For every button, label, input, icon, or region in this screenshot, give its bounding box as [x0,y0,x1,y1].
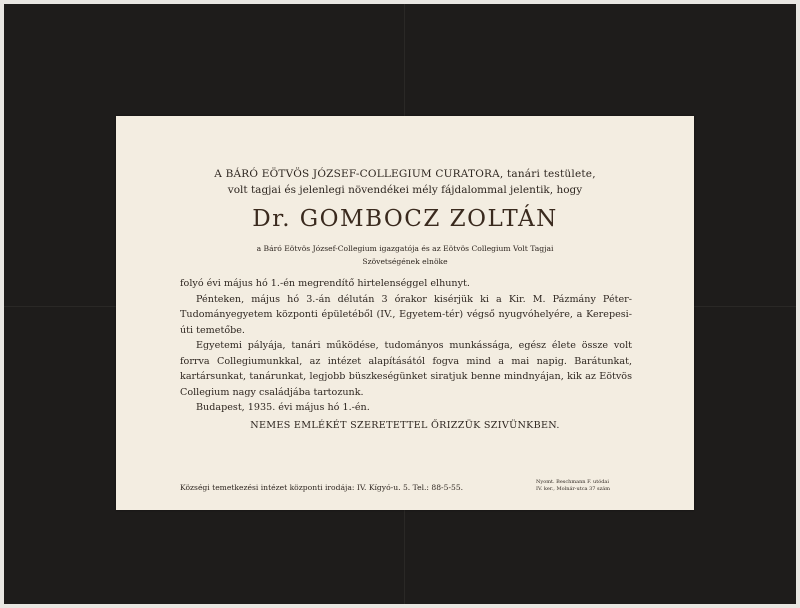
deceased-name: Dr. GOMBOCZ ZOLTÁN [252,206,558,232]
subtitle-line-1: a Báró Eötvös József-Collegium igazgatója és az Eötvös Collegium Volt Tagjai [256,244,554,253]
header-line-1: A BÁRÓ EÖTVÖS JÓZSEF-COLLEGIUM CURATORA, tanári testülete, [214,168,596,180]
notice-body [180,276,632,416]
paragraph-death-notice: folyó évi május hó 1.-én megrendítő hirtelenséggel elhunyt. [180,278,470,289]
printer-imprint [536,479,610,493]
paragraph-funeral: Pénteken, május hó 3.-án délután 3 órakor kisérjük ki a Kir. M. Pázmány Péter-Tudományegyetem központi épületéből (IV., Egyetem-tér) végső nyugvóhelyére, a Kerepesi-úti temetőbe. [180,293,632,336]
subtitle-line-2: Szövetségének elnöke [362,257,448,266]
funeral-office-footer: Községi temetkezési intézet központi irodája: IV. Kígyó-u. 5. Tel.: 88-5-55. [180,483,464,492]
paragraph-date: Budapest, 1935. évi május hó 1.-én. [196,402,370,413]
printer-line-2: IV. ker., Molnár-utca 37 szám [536,486,610,492]
paragraph-career: Egyetemi pályája, tanári működése, tudományos munkássága, egész élete össze volt forrva Collegiumunkkal, az intézet alapításától fogva mind a mai napig. Barátunkat, kartársunkat, tanárunkat, legjobb büszkeségünket siratjuk benne mindnyájan, kik az Eötvös Collegium nagy családjába tartozunk. [180,340,632,398]
printer-line-1: Nyomt. Beschmann F. utódai [536,479,610,485]
obituary-notice-card [116,116,694,510]
header-line-2: volt tagjai és jelenlegi növendékei mély fájdalommal jelentik, hogy [227,184,583,196]
memorial-motto: NEMES EMLÉKÉT SZERETETTEL ŐRIZZÜK SZIVÜNKBEN. [250,420,560,431]
